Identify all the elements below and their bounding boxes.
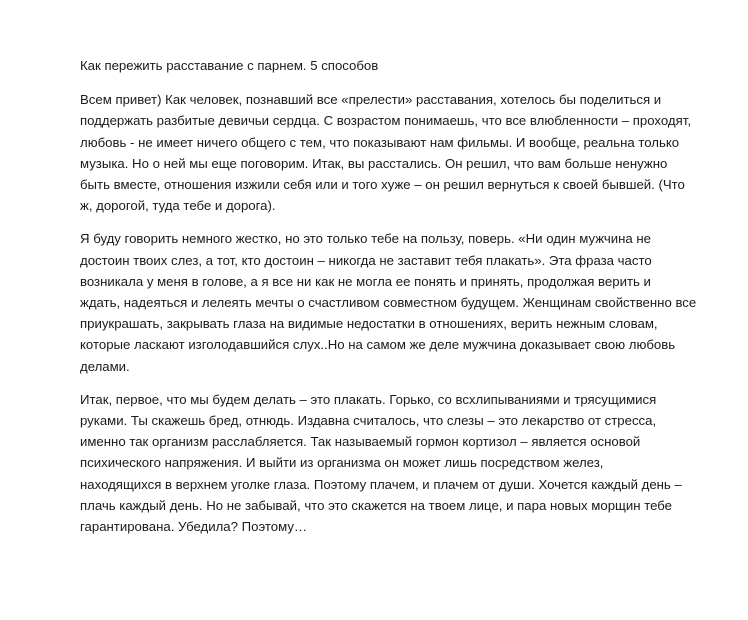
paragraph-line: Я буду говорить немного жестко, но это только тебе на пользу, поверь. «Ни один мужчина не xyxy=(80,231,652,247)
paragraph-line: музыка. Но о ней мы еще поговорим. Итак, вы расстались. Он решил, что вам больше ненужно xyxy=(80,155,668,171)
paragraph-line: быть вместе, отношения изжили себя или и того хуже – он решил вернуться к своей бывшей. (Что xyxy=(80,177,685,193)
paragraph-line: которые ласкают изголодавшийся слух..Но на самом же деле мужчина доказывает свою любовь xyxy=(80,337,676,353)
paragraph-3 xyxy=(80,389,700,537)
document-title: Как пережить расставание с парнем. 5 способов xyxy=(80,58,379,73)
paragraph-line: ждать, надеяться и лелеять мечты о счастливом совместном будущем. Женщинам свойственно все xyxy=(80,295,697,311)
document-page xyxy=(80,55,700,549)
paragraph-line: ж, дорогой, туда тебе и дорога). xyxy=(80,198,276,214)
paragraph-line: возникала у меня в голове, а я все ни как не могла ее понять и принять, продолжая верить и xyxy=(80,273,651,289)
paragraph-line: Всем привет) Как человек, познавший все «прелести» расставания, хотелось бы поделиться и xyxy=(80,92,662,108)
paragraph-line: поддержать разбитые девичьи сердца. С возрастом понимаешь, что все влюбленности – проходят, xyxy=(80,113,691,129)
paragraph-line: достоин твоих слез, а тот, кто достоин – никогда не заставит тебя плакать». Эта фраза часто xyxy=(80,252,652,268)
paragraph-line: приукрашать, закрывать глаза на видимые недостатки в отношениях, верить нежным словам, xyxy=(80,316,658,332)
paragraph-line: Итак, первое, что мы будем делать – это плакать. Горько, со всхлипываниями и трясущимися xyxy=(80,391,657,407)
paragraph-line: гарантирована. Убедила? Поэтому… xyxy=(80,519,308,535)
paragraph-line: находящихся в верхнем уголке глаза. Поэтому плачем, и плачем от души. Хочется каждый день – xyxy=(80,476,682,492)
paragraph-line: любовь - не имеет ничего общего с тем, что показывают нам фильмы. И вообще, реальна только xyxy=(80,134,680,150)
paragraph-line: руками. Ты скажешь бред, отнюдь. Издавна считалось, что слезы – это лекарство от стресса, xyxy=(80,413,657,429)
paragraph-2 xyxy=(80,228,700,376)
paragraph-1 xyxy=(80,89,700,216)
paragraph-line: делами. xyxy=(80,358,130,374)
paragraph-line: плачь каждый день. Но не забывай, что это скажется на твоем лице, и пара новых морщин тебе xyxy=(80,497,673,513)
paragraph-line: психического напряжения. И выйти из организма он может лишь посредством желез, xyxy=(80,455,604,471)
paragraph-line: именно так организм расслабляется. Так называемый гормон кортизол – является основой xyxy=(80,434,641,450)
